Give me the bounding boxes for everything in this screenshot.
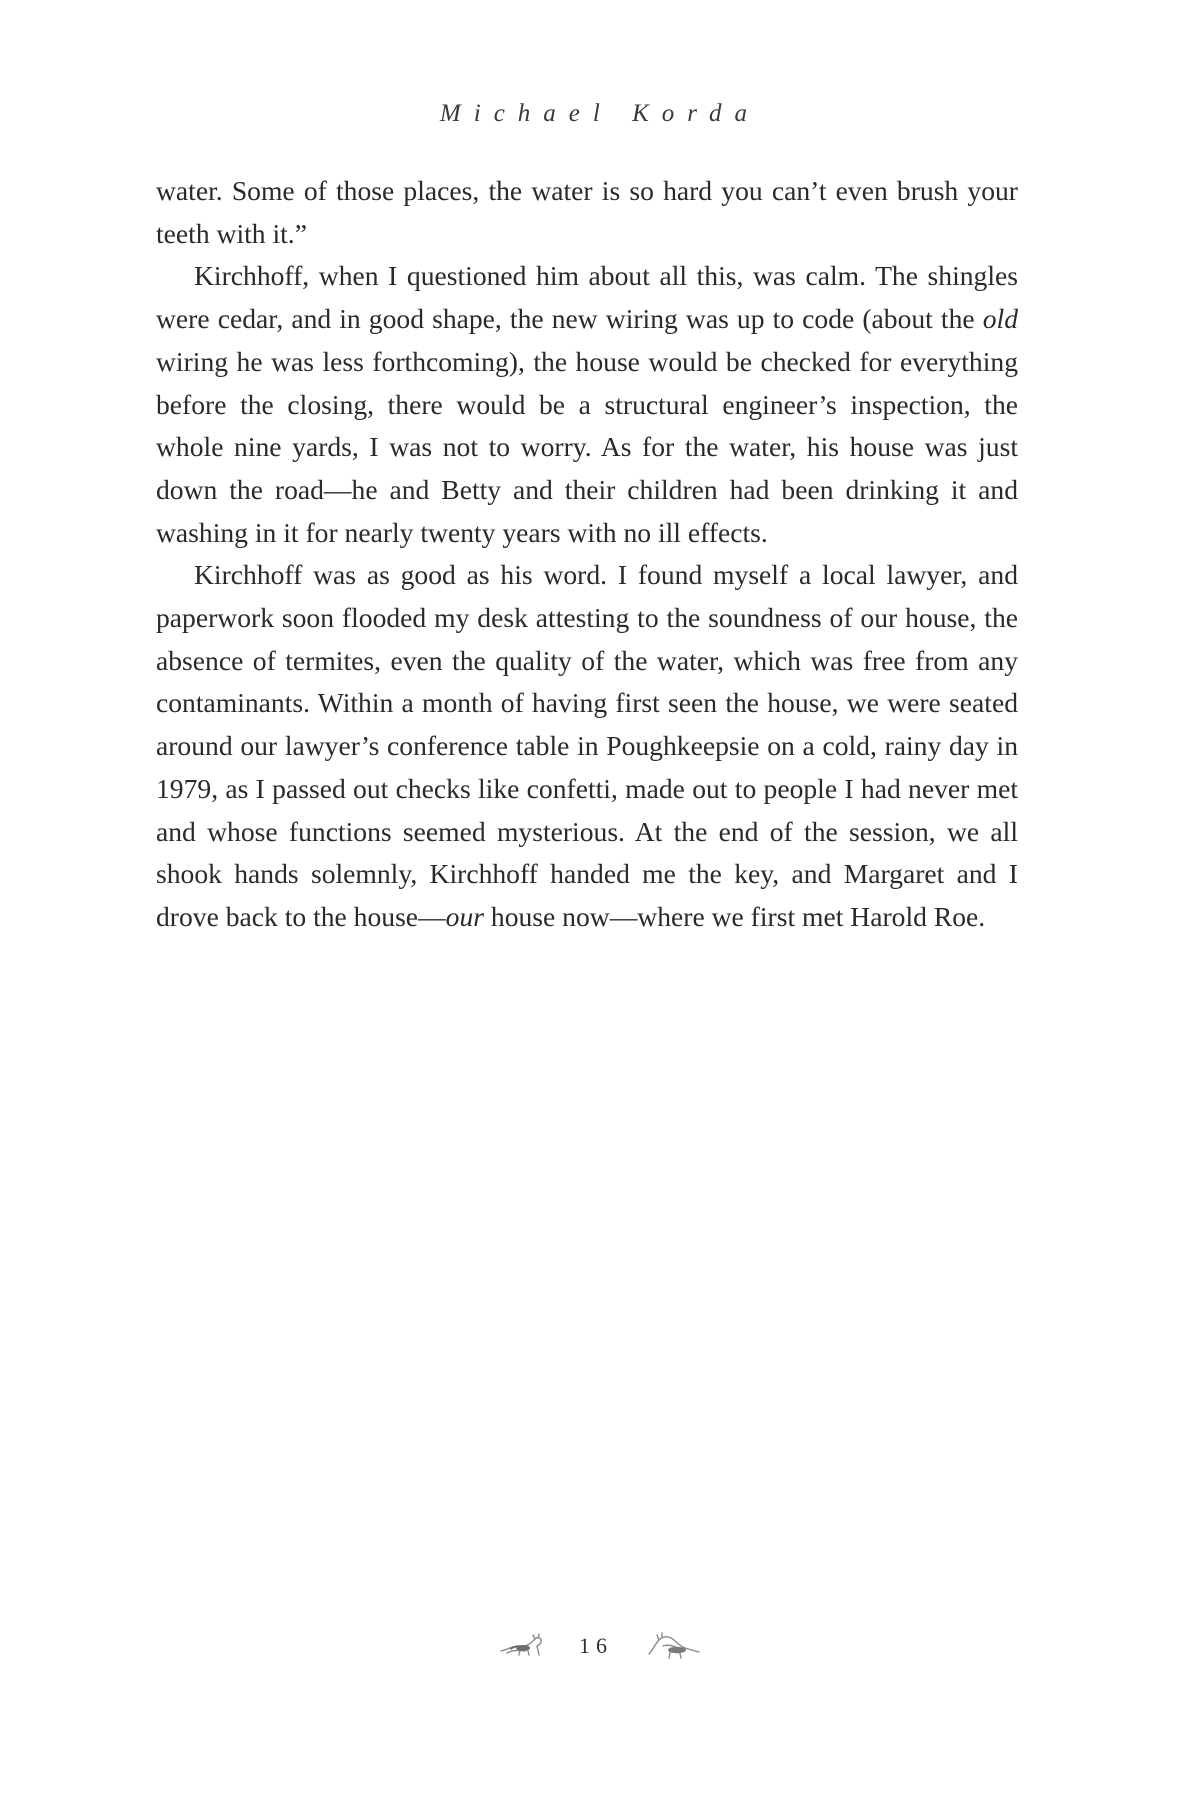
paragraph-3 [156,554,1018,938]
horse-ornament-right-icon [645,1632,701,1660]
text-run: Kirchhoff was as good as his word. I found myself a local lawyer, and paperwork soon flooded my desk attesting to the soundness of our house, the absence of termites, even the quality of the water, which was free from any contaminants. Within a month of having first seen the house, we were seated around our lawyer’s conference table in Poughkeepsie on a cold, rainy day in 1979, as I passed out checks like confetti, made out to people I had never met and whose functions seemed mysterious. At the end of the session, we all shook hands solemnly, Kirchhoff handed me the key, and Margaret and I drove back to the house— [156,559,1018,932]
text-run: water. Some of those places, the water is so hard you can’t even brush your teeth with it.” [156,175,1018,249]
text-run: wiring he was less forthcoming), the house would be checked for everything before the closing, there would be a structural engineer’s inspection, the whole nine yards, I was not to worry. As for the water, his house was just down the road—he and Betty and their children had been drinking it and washing in it for nearly twenty years with no ill effects. [156,345,1018,548]
paragraph-1 [156,170,1018,255]
page-number: 16 [579,1633,613,1658]
italic-text: old [982,303,1018,335]
text-run: house now—where we first met Harold Roe. [484,900,986,932]
text-run: Kirchhoff, when I questioned him about all this, was calm. The shingles were cedar, and in good shape, the new wiring was up to code (about the [156,260,1018,335]
paragraph-2 [156,255,1018,554]
running-head: Michael Korda [439,100,761,127]
folio [0,1632,1200,1660]
italic-text: our [445,900,484,932]
horse-ornament-left-icon [499,1633,547,1659]
body-text [156,170,1018,939]
